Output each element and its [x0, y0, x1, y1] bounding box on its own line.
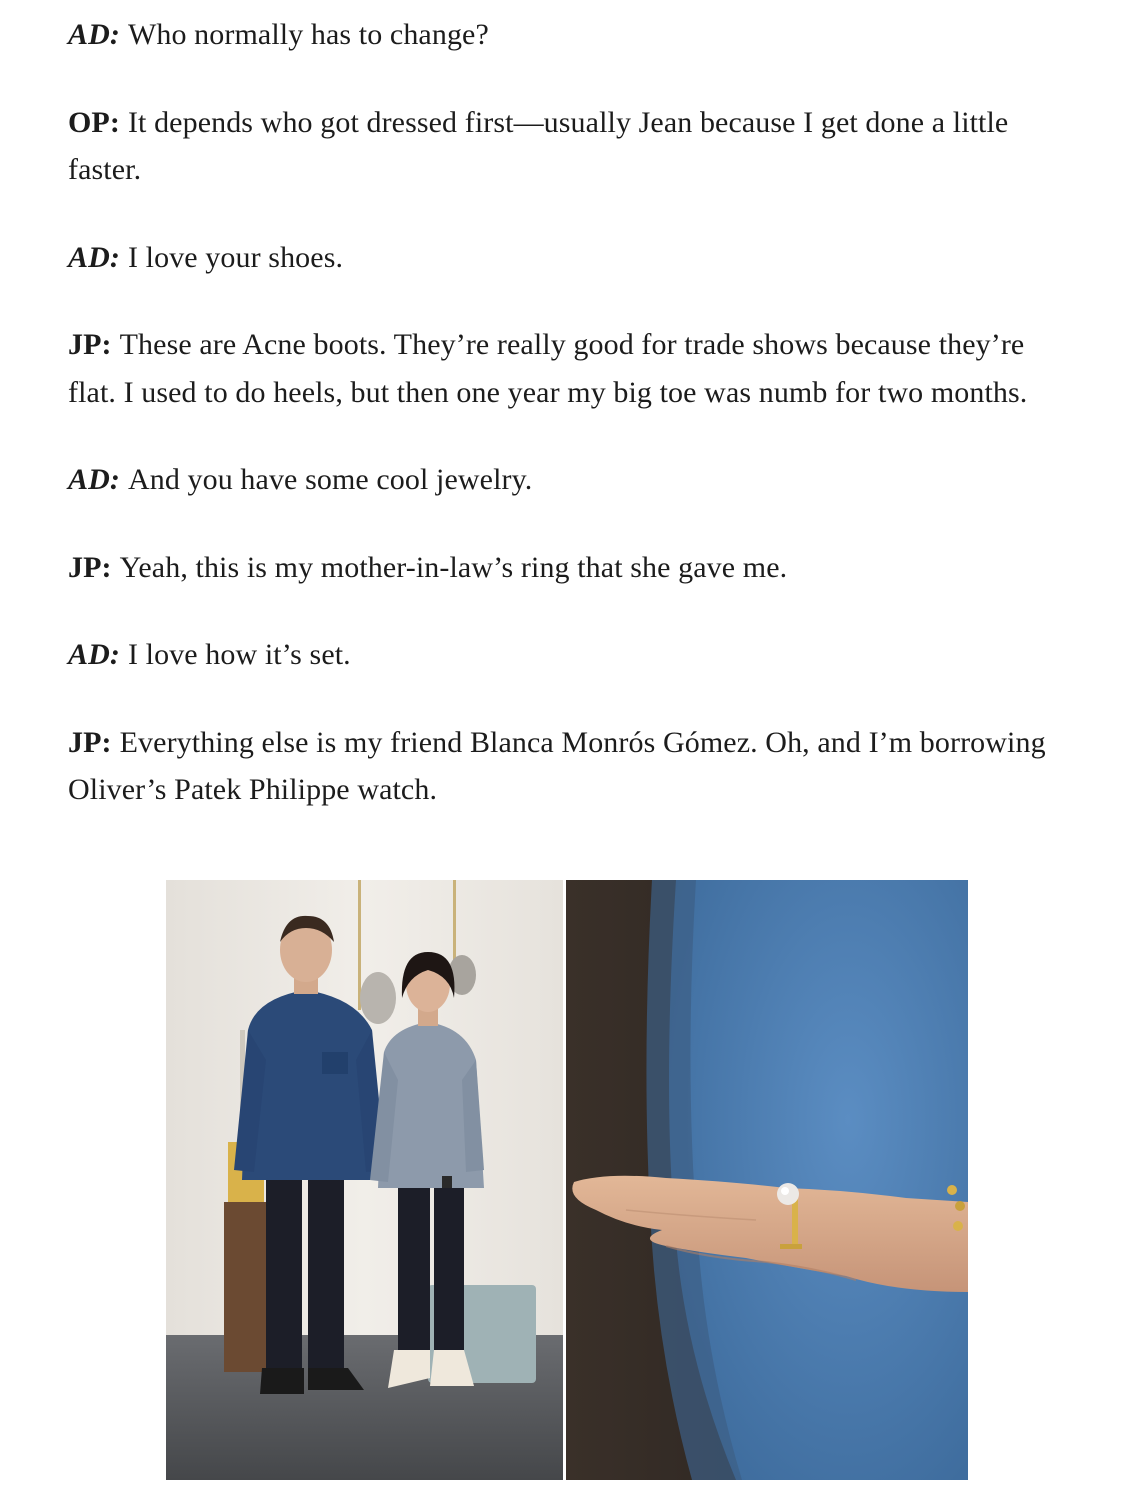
interview-paragraph-2	[68, 99, 1068, 194]
interview-paragraph-6	[68, 544, 1068, 592]
interview-paragraph-8	[68, 719, 1068, 814]
paragraph-text: These are Acne boots. They’re really good for trade shows because they’re flat. I used to do heels, but then one year my big toe was numb for two months.	[68, 328, 1028, 409]
paragraph-text: Everything else is my friend Blanca Monrós Gómez. Oh, and I’m borrowing Oliver’s Patek Philippe watch.	[68, 725, 1046, 806]
speaker-label: AD:	[68, 463, 120, 496]
couple-portrait-photo	[166, 880, 563, 1480]
paragraph-text: It depends who got dressed first—usually Jean because I get done a little faster.	[68, 105, 1009, 186]
paragraph-text: And you have some cool jewelry.	[127, 463, 533, 496]
paragraph-text: Yeah, this is my mother-in-law’s ring that she gave me.	[119, 550, 788, 584]
paragraph-text: Who normally has to change?	[127, 18, 489, 51]
couple-portrait-illustration	[166, 880, 563, 1480]
interview-article	[68, 11, 1068, 854]
lamp-rod	[358, 880, 361, 1010]
speaker-label: JP:	[68, 725, 112, 759]
lamp-disc	[360, 972, 396, 1024]
speaker-label: AD:	[68, 18, 120, 51]
interview-paragraph-5	[68, 456, 1068, 504]
interview-paragraph-3	[68, 234, 1068, 282]
paragraph-text: I love how it’s set.	[127, 638, 351, 671]
speaker-label: OP:	[68, 105, 120, 139]
interview-paragraph-7	[68, 631, 1068, 679]
speaker-label: AD:	[68, 240, 120, 274]
interview-paragraph-1	[68, 11, 1068, 59]
speaker-label: AD:	[68, 638, 120, 671]
ring-closeup-photo	[566, 880, 968, 1480]
photo-pair	[166, 880, 968, 1480]
ring-closeup-illustration	[566, 880, 968, 1480]
paragraph-text: I love your shoes.	[127, 240, 344, 274]
interview-paragraph-4	[68, 321, 1068, 416]
speaker-label: JP:	[68, 550, 112, 584]
speaker-label: JP:	[68, 328, 112, 361]
